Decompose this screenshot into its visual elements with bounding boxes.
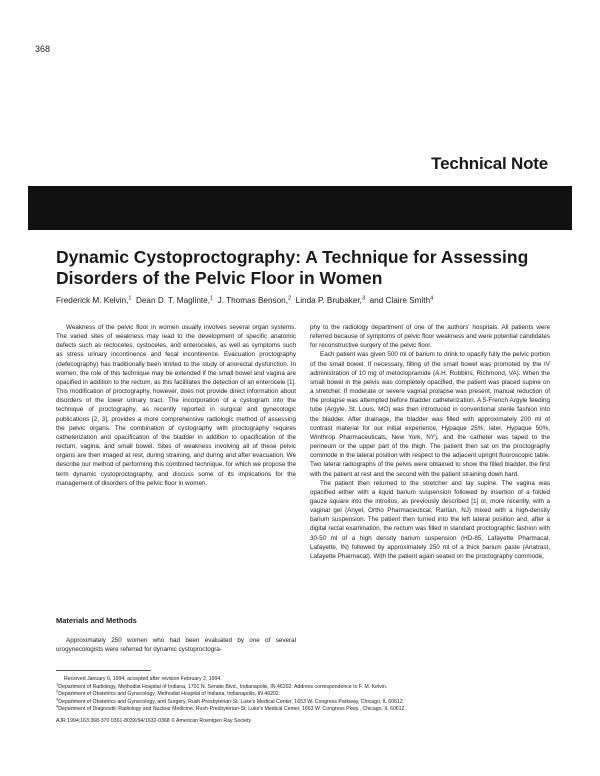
author-name: J. Thomas Benson,	[217, 296, 289, 305]
author-affiliation-mark: 1	[210, 295, 214, 302]
article-title-line-2: Disorders of the Pelvic Floor in Women	[56, 268, 383, 288]
methods-paragraph	[56, 636, 296, 654]
footnote-text: Department of Radiology, Methodist Hospital of Indiana, 1701 N. Senate Blvd., Indianapolis, IN 46202. Address correspondence to F. M. Kelvin.	[58, 683, 388, 690]
body-paragraph: The patient then returned to the stretcher and lay supine. The vagina was opacified either with a liquid barium suspension followed by insertion of a folded gauze square into the introitus, as previously described [1] or, more recently, with a vaginal gel (Anyel, Ortho Pharmaceutical, Raritan, NJ) mixed with a high-density barium suspension. The patient then turned into the left lateral position and, after a digital rectal examination, the rectum was filled in standard proctographic fashion with 30-50 ml of a high density barium suspension (HD-85, Lafayette Pharmacal, Lafayette, IN) followed by approximately 250 ml of a thick barium paste (Anatrast, Lafayette Pharmacal). With the patient again seated on the proctography commode,	[310, 479, 550, 560]
footnote-mark: 4	[56, 703, 59, 709]
footnotes	[56, 676, 556, 714]
author-name: Linda P. Brubaker,	[295, 296, 362, 305]
section-label: Technical Note	[431, 154, 548, 173]
author-affiliation-mark: 4	[430, 295, 434, 302]
footnote-text: Department of Diagnostic Radiology and Nuclear Medicine, Rush-Presbyterian-St. Luke's Medical Center, 1653 W. Congress Pkwy., Chicago, IL 60612.	[58, 706, 406, 712]
author-name: Dean D. T. Maglinte,	[135, 296, 210, 305]
author-affiliation-mark: 1	[128, 295, 132, 302]
left-column	[56, 323, 296, 488]
footnote-divider	[56, 670, 151, 671]
received-note: Received January 6, 1994; accepted after revision February 2, 1994.	[64, 676, 222, 682]
body-paragraph: phy to the radiology department of one of the authors' hospitals. All patients were referred because of symptoms of pelvic floor weakness and were potential candidates for reconstructive surgery of the pelvic floor.	[310, 324, 550, 350]
author-list	[56, 296, 576, 305]
page-number: 368	[35, 44, 51, 54]
header-band	[28, 186, 572, 230]
author-name: Frederick M. Kelvin,	[56, 296, 129, 305]
methods-paragraph-text: Approximately 250 women who had been evaluated by one of several urogynecologists were referred for dynamic cystoproctogra-	[56, 637, 296, 654]
intro-paragraph: Weakness of the pelvic floor in women usually involves several organ systems. The varied sites of weakness may lead to the development of specific anatomic defects such as rectoceles, cystoceles, and enteroceles, as well as symptoms such as stress urinary incontinence and fecal incontinence. Evacuation proctography (defecography) has traditionally been limited to the study of anorectal dysfunction. In women, the role of this technique may be extended if the small bowel and vagina are opacified in addition to the rectum, as this facilitates the detection of an enterocele [1]. This modification of proctography, however, does not provide direct information about disorders of the lower urinary tract. The incorporation of a cystogram into the technique of proctography, as recently reported in surgical and gynecologic publications [2, 3], provides a more comprehensive radiologic method of assessing the pelvic organs. The combination of cystography with proctography requires catheterization and opacification of the bladder in addition to opacification of the rectum, vagina, and small bowel. Sites of weakness involving all of these pelvic organs are then imaged at rest, during straining, and during and after evacuation. We describe our method of performing this combined technique, for which we propose the term dynamic cystoproctography, and discuss some of its implications for the management of disorders of the pelvic floor in women.	[56, 324, 296, 487]
footnote-text: Department of Obstetrics and Gynecology, and Surgery, Rush-Presbyterian-St. Luke's Medical Center, 1653 W. Congress Parkway, Chicago, IL 60612.	[58, 698, 405, 705]
author-affiliation-mark: 3	[361, 295, 366, 302]
footnote-mark: 1	[56, 680, 59, 686]
article-title	[56, 247, 576, 289]
affiliation-footnote	[56, 688, 556, 699]
footnote-mark: 3	[56, 695, 59, 701]
right-column	[310, 323, 550, 561]
methods-heading: Materials and Methods	[56, 616, 137, 625]
footnote-mark: 2	[56, 688, 59, 694]
footnote-text: Department of Obstetrics and Gynecology, Methodist Hospital of Indiana, Indianapolis, IN 46202.	[58, 691, 281, 697]
journal-citation: AJR 1994;163:368-370 0361-803X/94/1632-0368 © American Roentgen Ray Society	[56, 718, 252, 724]
affiliation-footnote	[56, 680, 556, 692]
affiliation-footnote	[56, 695, 556, 707]
author-affiliation-mark: 2	[288, 295, 292, 302]
affiliation-footnote	[56, 703, 556, 714]
author-name: and Claire Smith	[369, 296, 431, 305]
body-paragraph: Each patient was given 500 ml of barium to drink to opacify fully the pelvic portion of the small bowel. If necessary, filling of the small bowel was promoted by the IV administration of 10 mg of metoclopramide (A.H. Robbins, Richmond, VA). When the small bowel in the pelvis was completely opacified, the patient was placed supine on a stretcher. If moderate or severe vaginal prolapse was present, manual reduction of the prolapse was attempted before bladder catheterization. A 5-French Argyle feeding tube (Argyle, St. Louis, MO) was then introduced in conventional sterile fashion into the bladder. After drainage, the bladder was filled with approximately 200 ml of contrast material for our initial experience, Hypaque 25%; later, Hypaque 50%, Winthrop Pharmaceuticals, New York, NY), and the catheter was taped to the perineum or the upper part of the thigh. The patient then sat on the proctography commode in the lateral position with respect to the adjacent upright fluoroscopic table. Two lateral radiographs of the pelvis were obtained to show the filled bladder, the first with the patient at rest and the second with the patient straining down hard.	[310, 351, 550, 478]
article-title-line-1: Dynamic Cystoproctography: A Technique for Assessing	[56, 247, 529, 267]
